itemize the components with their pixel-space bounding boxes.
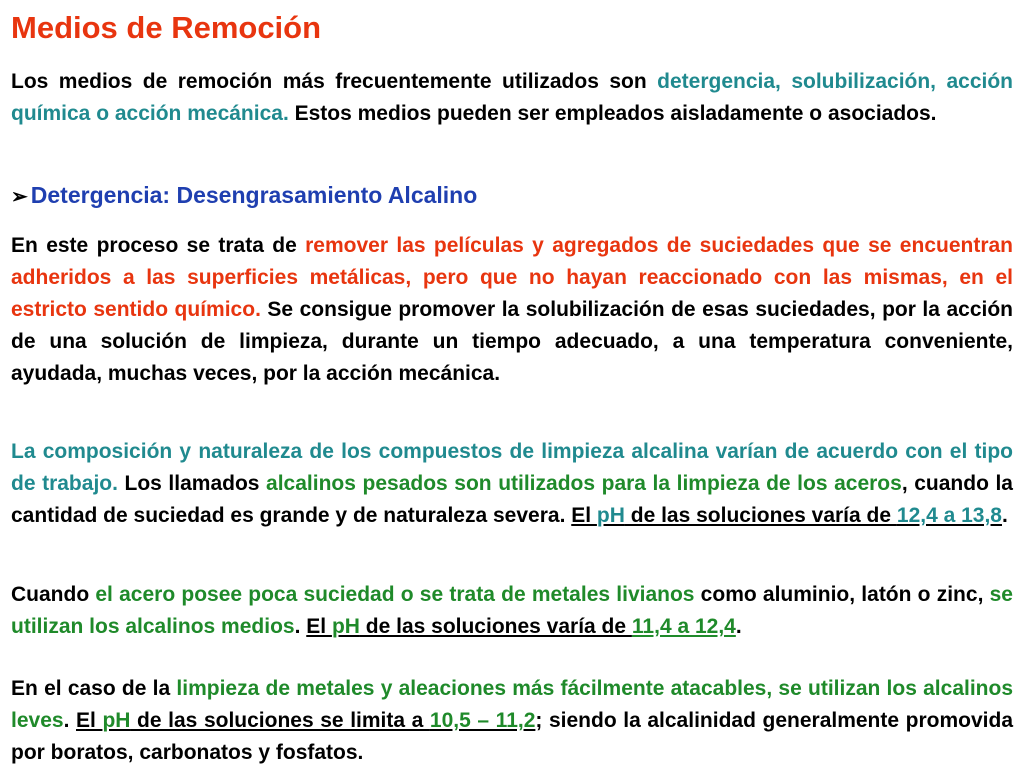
composition-paragraph [11,436,1013,532]
light-text-1: En el caso de la [11,677,177,700]
process-text-2: Se consigue promover la solubilización de esas suciedades, por la acción de una solución de limpieza, durante un tiempo adecuado, a una temperatura conveniente, ayudada, muchas veces, por la acción mecánica. [11,298,1013,385]
light-ph-label: pH [102,709,131,732]
composition-ph-range: 12,4 a 13,8 [896,504,1002,527]
medium-text-alkaline: se utilizan los alcalinos medios [11,583,1013,638]
composition-text-3: , cuando la cantidad de suciedad es grande y de naturaleza severa. [11,472,1013,527]
light-text-highlight: limpieza de metales y aleaciones más fácilmente atacables, se utilizan los alcalinos leves [11,677,1014,732]
slide-title: Medios de Remoción [11,10,322,45]
arrow-bullet-icon: ➢ [11,186,28,208]
composition-text-2: Los llamados [117,472,267,495]
light-paragraph [11,673,1013,769]
composition-text-1: La composición y naturaleza de los compuestos de limpieza alcalina varían de acuerdo con el tipo de trabajo. [11,440,1013,495]
intro-paragraph [11,66,1013,130]
medium-text-2: como aluminio, latón o zinc, [694,583,990,606]
medium-ph-el: El [306,615,332,638]
section-heading [11,180,477,212]
intro-text-2: Estos medios pueden ser empleados aisladamente o asociados. [288,102,937,125]
medium-ph-sentence [306,615,632,638]
process-text-highlight: remover las películas y agregados de suciedades que se encuentran adheridos a las superficies metálicas, pero que no hayan reaccionado con las mismas, en el estricto sentido químico. [11,234,1014,321]
composition-ph-text: de las soluciones varía de [624,504,897,527]
composition-text-heavy: alcalinos pesados son utilizados para la limpieza de los aceros [266,472,902,495]
intro-text-methods: detergencia, solubilización, acción química o acción mecánica. [11,70,1013,125]
light-ph-text: de las soluciones se limita a [130,709,430,732]
light-text-2: . [63,709,76,732]
light-ph-range: 10,5 – 11,2 [429,709,536,732]
composition-ph-label: pH [596,504,625,527]
composition-ph-end: . [1001,504,1008,527]
medium-text-condition: el acero posee poca suciedad o se trata de metales livianos [95,583,695,606]
medium-ph-end: . [735,615,742,638]
process-text-1: En este proceso se trata de [11,234,306,257]
medium-ph-text: de las soluciones varía de [359,615,632,638]
composition-ph-el: El [571,504,597,527]
light-ph-sentence [76,709,535,732]
medium-ph-label: pH [331,615,360,638]
intro-text-1: Los medios de remoción más frecuentemente utilizados son [11,70,658,93]
medium-paragraph [11,579,1013,643]
medium-ph-range: 11,4 a 12,4 [631,615,736,638]
process-paragraph [11,230,1013,390]
section-heading-text: Detergencia: Desengrasamiento Alcalino [30,182,478,208]
composition-ph-sentence [571,504,1002,527]
medium-text-1: Cuando [11,583,96,606]
medium-text-3: . [294,615,307,638]
light-text-3: ; siendo la alcalinidad generalmente promovida por boratos, carbonatos y fosfatos. [11,709,1014,764]
light-ph-el: El [76,709,103,732]
